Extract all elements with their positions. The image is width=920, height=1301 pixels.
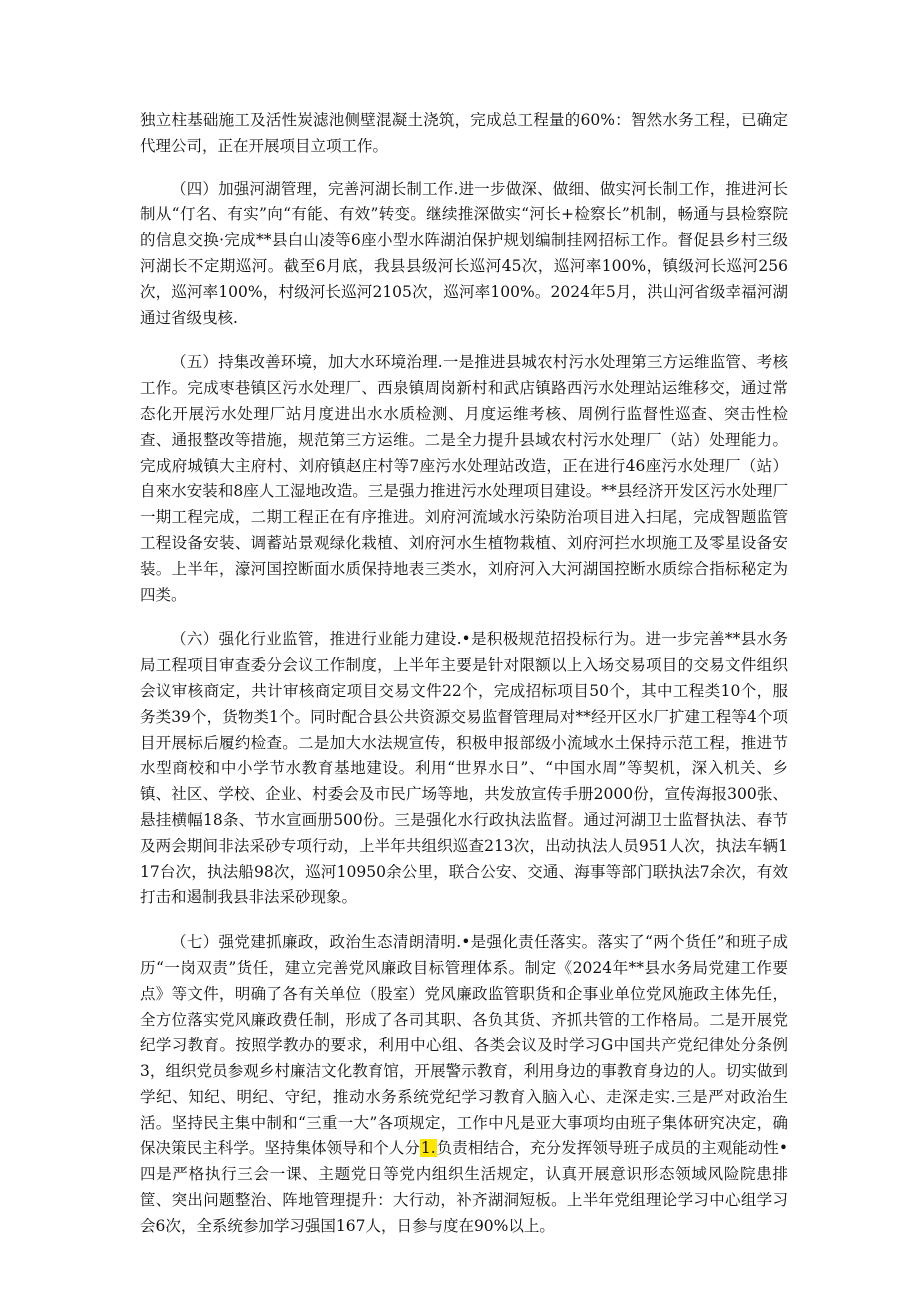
paragraph-industry-supervision: （六）强化行业监管，推进行业能力建设.•是积极规范招投标行为。进一步完善**县水务局工程项目审查委分会议工作制度，上半年主要是针对限额以上入场交易项目的交易文件组织会议审核商定，共计审核商定项目交易文件22个，完成招标项目50个，其中工程类10个，服务类39个，货物类1个。同时配合县公共资源交易监督管理局对**经开区水厂扩建工程等4个项目开展标后履约检查。二是加大水法规宣传，积极申报部级小流域水土保持示范工程，推进节水型商校和中小学节水教育基地建设。利用“世界水日”、“中国水周”等契机，深入机关、乡镇、社区、学校、企业、村委会及市民广场等地，共发放宣传手册2000份，宣传海报300张、悬挂横幅18条、节水宣画册500份。三是强化水行政执法监督。通过河湖卫士监督执法、春节及两会期间非法采砂专项行动，上半年共组织巡查213次，出动执法人员951人次，执法车辆117台次，执法船98次，巡河10950余公里，联合公安、交通、海事等部门联执法7余次，有效打击和遏制我县非法采砂现象。 [140, 630, 788, 907]
highlighted-text: 1. [420, 1139, 436, 1158]
paragraph-party-building-text-before: （七）强党建抓廉政，政治生态清朗清明.•是强化责任落实。落实了“两个货任”和班子成历“一岗双责”货任，建立完善党风廉政目标管理体系。制定《2024年**县水务局党建工作要点》等文件，明确了各有关单位（股室）党风廉政监管职货和企事业单位党风施政主体先任，全方位落实党风廉政费任制，形成了各司其职、各负其货、齐抓共管的工作格局。二是开展党纪学习教育。按照学教办的要求，利用中心组、各类会议及时学习G中国共产党纪律处分条例3，组织党员参观乡村廉洁文化教育馆，开展警示教育，利用身边的事教育身边的人。切实做到学纪、知纪、明纪、守纪，推动水务系统党纪学习教育入脑入心、走深走实.三是严对政治生活。坚持民主集中制和“三重一大”各项规定，工作中凡是亚大事项均由班子集体研究决定，确保决策民主科学。坚持集体领导和个人分 [140, 933, 788, 1158]
document-body [140, 108, 788, 1259]
paragraph-continuation: 独立柱基础施工及活性炭滤池侧壁混凝土浇筑，完成总工程量的60%：智然水务工程，已确定代理公司，正在开展项目立项工作。 [140, 111, 788, 155]
paragraph-water-environment: （五）持集改善环境，加大水环境治理.一是推进县城农村污水处理第三方运维监管、考核工作。完成枣巷镇区污水处理厂、西泉镇周岗新村和武店镇路西污水处理站运维移交，通过常态化开展污水处理厂站月度进出水水质检测、月度运维考核、周例行监督性巡查、突击性检查、通报整改等措施，规范第三方运维。二是全力提升县域农村污水处理厂（站）处理能力。完成府城镇大主府村、刘府镇赵庄村等7座污水处理站改造，正在进行46座污水处理厂（站）自來水安装和8座人工湿地改造。三是强力推进污水处理项目建设。**县经济开发区污水处理厂一期工程完成，二期工程正在有序推进。刘府河流域水污染防治项目进入扫尾，完成智题监管工程设备安装、调蓄站景观绿化栽植、刘府河水生植物栽植、刘府河拦水坝施工及零星设备安装。上半年，濠河国控断面水质保持地表三类水，刘府河入大河湖国控断水质综合指标秘定为四类。 [140, 353, 788, 604]
paragraph-party-building [140, 930, 788, 1240]
paragraph-river-lake-management: （四）加强河湖管理，完善河湖长制工作.进一步做深、做细、做实河长制工作，推进河长制从“仃名、有实”向“有能、有效”转变。继续推深做实“河长+检察长”机制，畅通与县检察院的信息交换·完成**县白山凌等6座小型水阵湖泊保护规划编制挂网招标工作。督促县乡村三级河湖长不定期巡河。截至6月底，我县县级河长巡河45次，巡河率100%，镇级河长巡河256次，巡河率100%，村级河长巡河2105次，巡河率100%。2024年5月，洪山河省级幸福河湖通过省级曳核. [140, 179, 788, 327]
paragraph-party-building-text-after: 负责相结合，充分发挥领导班子成员的主观能动性•四是严格执行三会一课、主题党日等党内组织生活规定，认真开展意识形态领域风险院患排筐、突出问题整治、阵地管理提升：大行动，补齐湖洞短板。上半年党组理论学习中心组学习会6次，全系统参加学习强国167人，日参与度在90%以上。 [140, 1139, 788, 1235]
